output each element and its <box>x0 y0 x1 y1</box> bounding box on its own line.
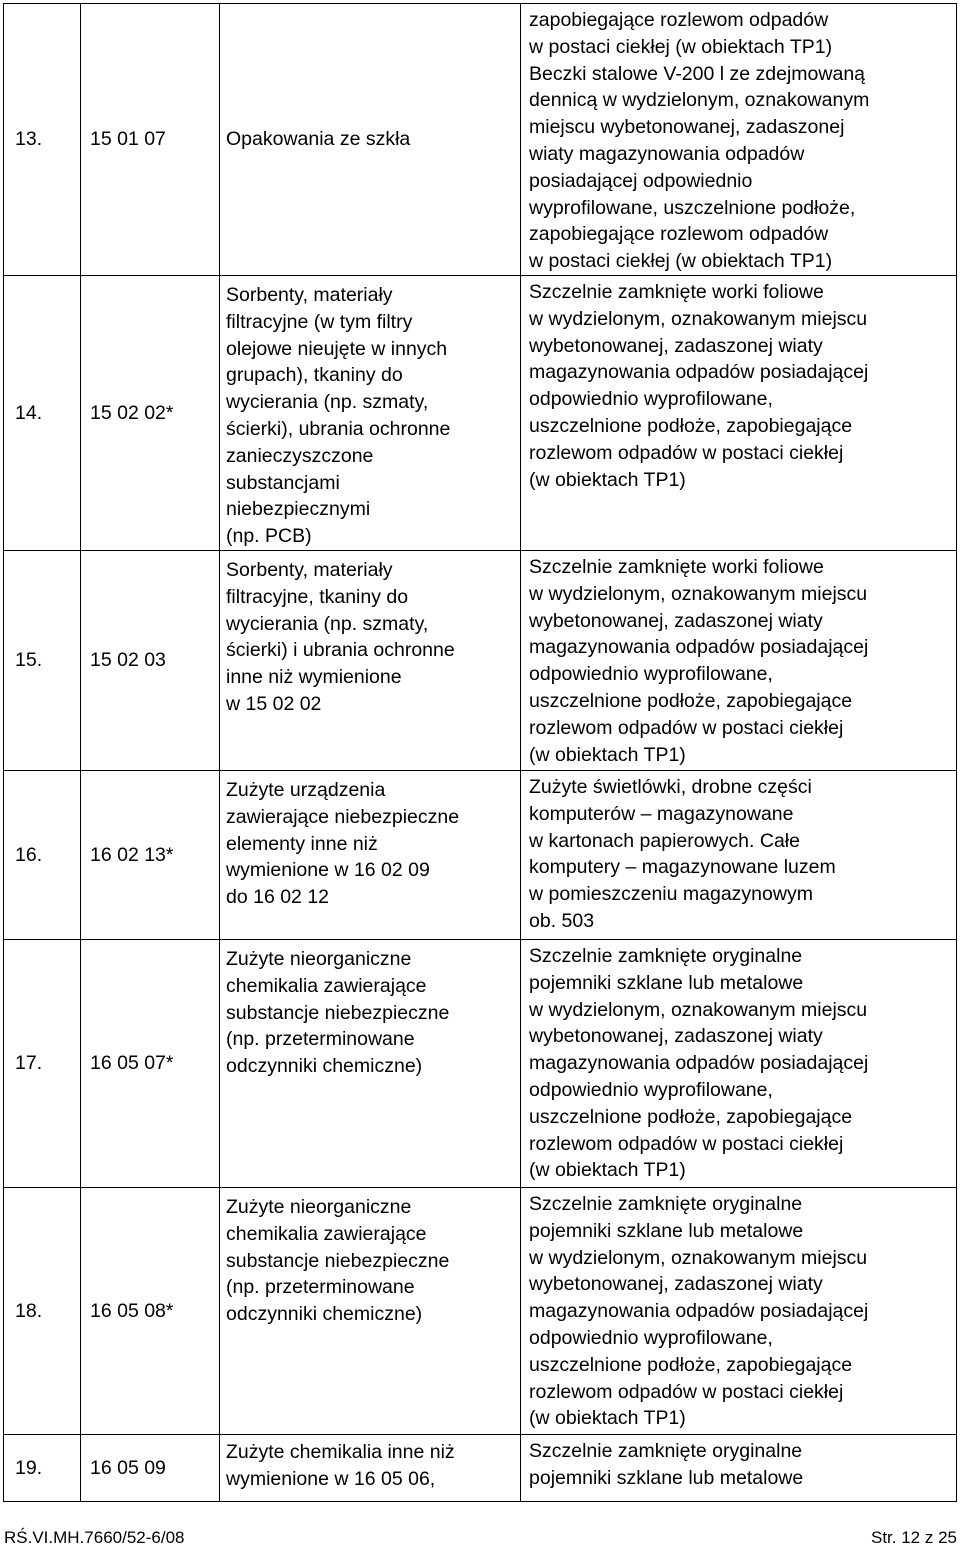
waste-name: Opakowania ze szkła <box>220 4 521 276</box>
row-number: 18. <box>4 1187 81 1434</box>
storage-method: Zużyte świetlówki, drobne części komputerów – magazynowane w kartonach papierowych. Całe komputery – magazynowane luzem w pomieszczeniu magazynowym ob. 503 <box>521 770 957 939</box>
waste-code: 16 05 09 <box>81 1434 220 1501</box>
row-number: 14. <box>4 275 81 550</box>
row-number: 19. <box>4 1434 81 1501</box>
document-reference: RŚ.VI.MH.7660/52-6/08 <box>4 1528 185 1547</box>
waste-name: Zużyte nieorganiczne chemikalia zawierające substancje niebezpieczne (np. przeterminowane odczynniki chemiczne) <box>220 1187 521 1434</box>
waste-code: 15 02 03 <box>81 550 220 770</box>
table-row <box>4 770 957 939</box>
storage-method: Szczelnie zamknięte worki foliowe w wydzielonym, oznakowanym miejscu wybetonowanej, zadaszonej wiaty magazynowania odpadów posiadającej odpowiednio wyprofilowane, uszczelnione podłoże, zapobiegające rozlewom odpadów w postaci ciekłej (w obiektach TP1) <box>521 275 957 550</box>
waste-name: Zużyte nieorganiczne chemikalia zawierające substancje niebezpieczne (np. przeterminowane odczynniki chemiczne) <box>220 939 521 1187</box>
waste-code: 15 02 02* <box>81 275 220 550</box>
storage-method: Szczelnie zamknięte oryginalne pojemniki szklane lub metalowe w wydzielonym, oznakowanym miejscu wybetonowanej, zadaszonej wiaty magazynowania odpadów posiadającej odpowiednio wyprofilowane, uszczelnione podłoże, zapobiegające rozlewom odpadów w postaci ciekłej (w obiektach TP1) <box>521 939 957 1187</box>
page-number: Str. 12 z 25 <box>871 1528 957 1547</box>
waste-code: 16 05 07* <box>81 939 220 1187</box>
row-number: 17. <box>4 939 81 1187</box>
storage-method: Szczelnie zamknięte worki foliowe w wydzielonym, oznakowanym miejscu wybetonowanej, zadaszonej wiaty magazynowania odpadów posiadającej odpowiednio wyprofilowane, uszczelnione podłoże, zapobiegające rozlewom odpadów w postaci ciekłej (w obiektach TP1) <box>521 550 957 770</box>
waste-table <box>3 3 957 1502</box>
waste-name: Zużyte chemikalia inne niż wymienione w 16 05 06, <box>220 1434 521 1501</box>
waste-name: Zużyte urządzenia zawierające niebezpieczne elementy inne niż wymienione w 16 02 09 do 16 02 12 <box>220 770 521 939</box>
waste-name: Sorbenty, materiały filtracyjne, tkaniny do wycierania (np. szmaty, ścierki) i ubrania ochronne inne niż wymienione w 15 02 02 <box>220 550 521 770</box>
waste-name: Sorbenty, materiały filtracyjne (w tym filtry olejowe nieujęte w innych grupach), tkaniny do wycierania (np. szmaty, ścierki), ubrania ochronne zanieczyszczone substancjami niebezpiecznymi (np. PCB) <box>220 275 521 550</box>
row-number: 13. <box>4 4 81 276</box>
table-row <box>4 939 957 1187</box>
table-row <box>4 1434 957 1501</box>
table-row <box>4 1187 957 1434</box>
table-row <box>4 4 957 276</box>
row-number: 16. <box>4 770 81 939</box>
storage-method: Szczelnie zamknięte oryginalne pojemniki szklane lub metalowe w wydzielonym, oznakowanym miejscu wybetonowanej, zadaszonej wiaty magazynowania odpadów posiadającej odpowiednio wyprofilowane, uszczelnione podłoże, zapobiegające rozlewom odpadów w postaci ciekłej (w obiektach TP1) <box>521 1187 957 1434</box>
waste-code: 16 05 08* <box>81 1187 220 1434</box>
waste-code: 16 02 13* <box>81 770 220 939</box>
table-row <box>4 550 957 770</box>
table-row <box>4 275 957 550</box>
page-footer <box>0 1525 960 1551</box>
waste-code: 15 01 07 <box>81 4 220 276</box>
storage-method: zapobiegające rozlewom odpadów w postaci ciekłej (w obiektach TP1) Beczki stalowe V-200 l ze zdejmowaną dennicą w wydzielonym, oznakowanym miejscu wybetonowanej, zadaszonej wiaty magazynowania odpadów posiadającej odpowiednio wyprofilowane, uszczelnione podłoże, zapobiegające rozlewom odpadów w postaci ciekłej (w obiektach TP1) <box>521 4 957 276</box>
storage-method: Szczelnie zamknięte oryginalne pojemniki szklane lub metalowe <box>521 1434 957 1501</box>
row-number: 15. <box>4 550 81 770</box>
